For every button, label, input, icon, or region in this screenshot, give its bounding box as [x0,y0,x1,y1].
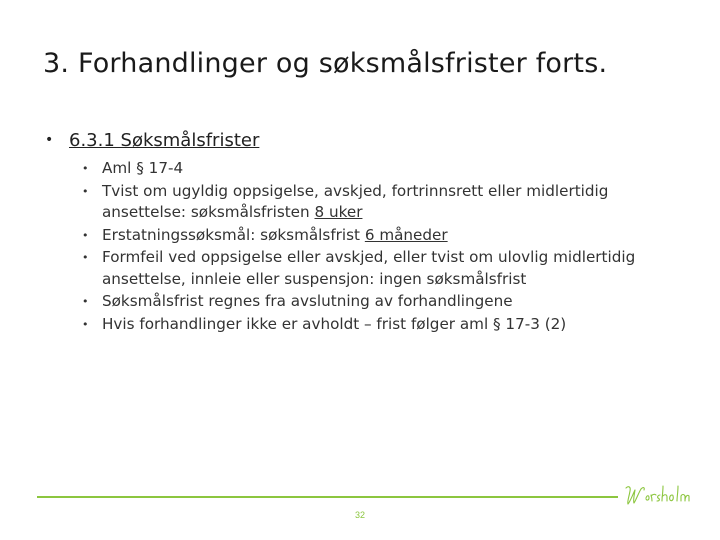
list-item-emphasis: 8 uker [314,203,363,221]
list-item [76,247,696,290]
list-bullet: • [82,184,89,198]
list-item-text: Formfeil ved oppsigelse eller avskjed, eller tvist om ulovlig midlertidig ansettelse, innleie eller suspensjon: ingen søksmålsfrist [102,248,636,288]
section-heading [45,130,259,151]
page-number: 32 [354,510,365,520]
footer-divider [37,496,618,498]
list-bullet: • [82,295,89,308]
list-bullet: • [82,162,89,175]
section-bullet: • [45,132,54,148]
list-bullet: • [82,251,89,264]
list-item [76,291,696,313]
list-item-text: Hvis forhandlinger ikke er avholdt – frist følger aml § 17-3 (2) [102,314,567,333]
list-item-text: Erstatningssøksmål: søksmålsfrist [102,225,365,244]
list-item [76,158,696,180]
list-item-text: Søksmålsfrist regnes fra avslutning av forhandlingene [102,292,513,310]
list-bullet: • [82,228,89,242]
list-item [76,314,696,336]
slide-title: 3. Forhandlinger og søksmålsfrister forts. [43,48,608,79]
list-item [76,181,696,224]
signature-logo-icon [622,482,692,508]
list-item-text: Tvist om ugyldig oppsigelse, avskjed, fortrinnsrett eller midlertidig ansettelse: søksmålsfristen [102,181,609,221]
list-item-text: Aml § 17-4 [102,159,184,177]
section-label: 6.3.1 Søksmålsfrister [69,130,260,151]
bullet-list [76,158,696,336]
list-bullet: • [82,317,89,331]
list-item-emphasis: 6 måneder [364,225,448,244]
list-item [76,225,696,247]
